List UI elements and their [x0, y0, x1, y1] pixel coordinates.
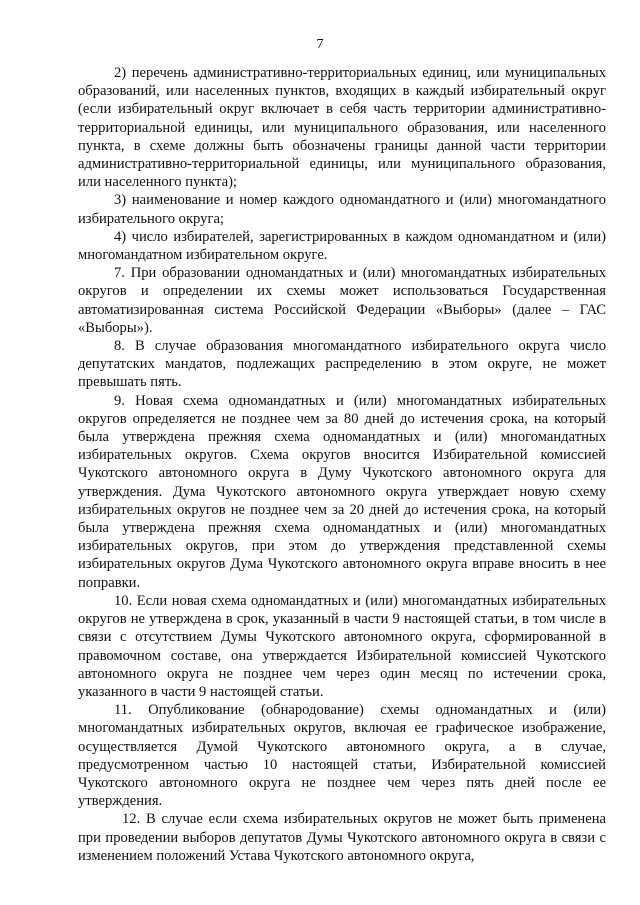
paragraph-part-11: 11. Опубликование (обнародование) схемы одномандатных и (или) многомандатных избирательных округов, включая ее графическое изображение, осуществляется Думой Чукотского автономного округа, а в случае, предусмотренном частью 10 настоящей статьи, Избирательной комиссией Чукотского автономного округа не позднее чем через пять дней после ее утверждения.: [78, 702, 606, 810]
paragraph-item-4: 4) число избирателей, зарегистрированных в каждом одномандатном и (или) многомандатном избирательном округе.: [78, 228, 606, 264]
paragraph-item-2: 2) перечень административно-территориальных единиц, или муниципальных образований, или населенных пунктов, входящих в каждый избирательный округ (если избирательный округ включает в себя часть территории административно-территориальной единицы, или муниципального образования, или населенного пункта, в схеме должны быть обозначены границы данной части территории административно-территориальной единицы, или муниципального образования, или населенного пункта);: [78, 65, 606, 191]
paragraph-part-12: 12. В случае если схема избирательных округов не может быть применена при проведении выборов депутатов Думы Чукотского автономного округа в связи с изменением положений Устава Чукотского автономного округа,: [78, 811, 606, 864]
paragraph-part-8: 8. В случае образования многомандатного избирательного округа число депутатских мандатов, подлежащих распределению в этом округе, не может превышать пять.: [78, 338, 606, 391]
paragraph-part-9: 9. Новая схема одномандатных и (или) многомандатных избирательных округов определяется не позднее чем за 80 дней до истечения срока, на который была утверждена прежняя схема одномандатных и (или) многомандатных избирательных округов. Схема округов вносится Избирательной комиссией Чукотского автономного округа в Думу Чукотского автономного округа для утверждения. Дума Чукотского автономного округа утверждает новую схему избирательных округов не позднее чем за 20 дней до истечения срока, на который была утверждена прежняя схема одномандатных и (или) многомандатных избирательных округов, при этом до утверждения представленной схемы избирательных округов Дума Чукотского автономного округа вправе вносить в нее поправки.: [78, 392, 606, 591]
document-body: [78, 64, 606, 865]
page-number: 7: [316, 37, 324, 52]
paragraph-part-7: 7. При образовании одномандатных и (или) многомандатных избирательных округов и определении их схемы может использоваться Государственная автоматизированная система Российской Федерации «Выборы» (далее – ГАС «Выборы»).: [78, 265, 606, 336]
paragraph-item-3: 3) наименование и номер каждого одномандатного и (или) многомандатного избирательного округа;: [78, 192, 606, 227]
paragraph-part-10: 10. Если новая схема одномандатных и (или) многомандатных избирательных округов не утверждена в срок, указанный в части 9 настоящей статьи, в том числе в связи с отсутствием Думы Чукотского автономного округа, сформированной в правомочном составе, она утверждается Избирательной комиссией Чукотского автономного округа не позднее чем через один месяц по истечении срока, указанного в части 9 настоящей статьи.: [78, 592, 606, 700]
